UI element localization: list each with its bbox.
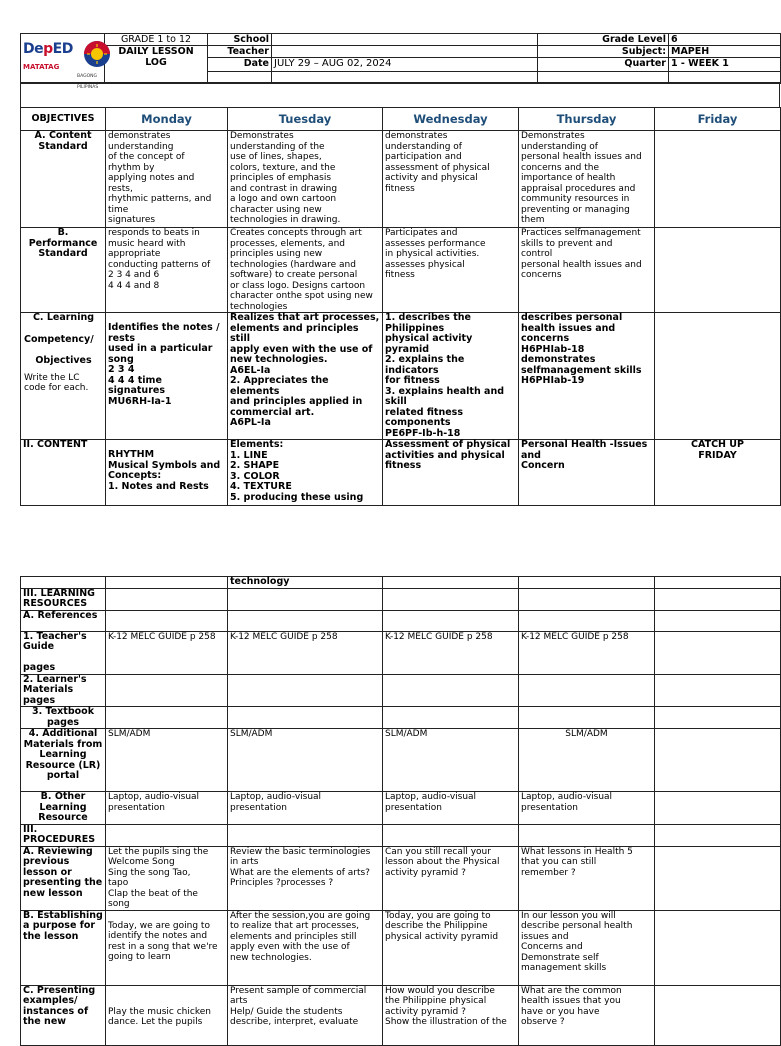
doc-title (105, 46, 208, 84)
subject-label: Subject: (538, 46, 669, 58)
empty-cell (383, 610, 519, 631)
cont-thu (519, 577, 655, 589)
reviewing-thu: What lessons in Health 5 that you can still remember ? (519, 846, 655, 910)
additional-materials-label: 4. Additional Materials from Learning Resource (LR) portal (21, 729, 106, 792)
empty-cell (519, 588, 655, 610)
empty-cell (228, 588, 383, 610)
empty-cell (655, 588, 781, 610)
bagong-pilipinas-seal-icon (79, 39, 115, 71)
learners-materials-label: 2. Learner's Materials pages (21, 674, 106, 707)
school-label: School (208, 34, 272, 46)
empty-cell (228, 674, 383, 707)
content-standard-wed: demonstrates understanding of participation and assessment of physical activity and physical fitness (383, 131, 519, 228)
reviewing-tue: Review the basic terminologies in arts What are the elements of arts? Principles ?processes ? (228, 846, 383, 910)
purpose-mon (106, 910, 228, 985)
empty-cell (655, 792, 781, 825)
doc-title-line-1: DAILY LESSON (118, 46, 194, 57)
performance-standard-thu: Practices selfmanagement skills to prevent and control personal health issues and concerns (519, 228, 655, 313)
empty-cell (106, 707, 228, 729)
content-standard-label: A. Content Standard (21, 131, 106, 228)
other-wed: Laptop, audio-visual presentation (383, 792, 519, 825)
teachers-guide-tue: K-12 MELC GUIDE p 258 (228, 631, 383, 674)
cont-label (21, 577, 106, 589)
other-mon: Laptop, audio-visual presentation (106, 792, 228, 825)
teacher-value (272, 46, 538, 58)
grade-range: GRADE 1 to 12 (105, 34, 208, 46)
grade-level-value: 6 (669, 34, 781, 46)
lesson-table-page-2 (20, 576, 781, 1046)
teachers-guide-mon: K-12 MELC GUIDE p 258 (106, 631, 228, 674)
logo-cell (21, 34, 105, 90)
day-wednesday: Wednesday (383, 108, 519, 131)
empty-cell (655, 729, 781, 792)
lesson-table-page-1 (20, 107, 781, 506)
purpose-label: B. Establishing a purpose for the lesson (21, 910, 106, 985)
learning-resources-label: III. LEARNING RESOURCES (21, 588, 106, 610)
doc-title-line-2: LOG (145, 57, 167, 68)
empty-cell (519, 824, 655, 846)
school-value (272, 34, 538, 46)
additional-mon: SLM/ADM (106, 729, 228, 792)
performance-standard-label: B. Performance Standard (21, 228, 106, 313)
teachers-guide-wed: K-12 MELC GUIDE p 258 (383, 631, 519, 674)
empty-cell (228, 610, 383, 631)
day-thursday: Thursday (519, 108, 655, 131)
empty-cell (228, 824, 383, 846)
other-resource-label: B. Other Learning Resource (21, 792, 106, 825)
empty-cell (655, 631, 781, 674)
lc-mon-text: Identifies the notes / rests used in a particular song 2 3 4 4 4 4 time signatures MU6RH-Ia-1 (108, 322, 220, 407)
procedures-label: III. PROCEDURES (21, 824, 106, 846)
performance-standard-mon: responds to beats in music heard with appropriate conducting patterns of 2 3 4 and 6 4 4 4 and 8 (106, 228, 228, 313)
day-monday: Monday (106, 108, 228, 131)
examples-wed: How would you describe the Philippine physical activity pyramid ? Show the illustration of the (383, 985, 519, 1045)
additional-tue: SLM/ADM (228, 729, 383, 792)
other-tue: Laptop, audio-visual presentation (228, 792, 383, 825)
learning-competency-tue: Realizes that art processes, elements and principles still apply even with the use of new technologies. A6EL-Ia 2. Appreciates the elements and principles applied in commercial art. A6PL-Ia (228, 313, 383, 440)
examples-label: C. Presenting examples/ instances of the new (21, 985, 106, 1045)
empty-cell (106, 610, 228, 631)
content-standard-fri (655, 131, 781, 228)
date-value: JULY 29 – AUG 02, 2024 (272, 58, 538, 72)
cont-mon (106, 577, 228, 589)
purpose-wed: Today, you are going to describe the Philippine physical activity pyramid (383, 910, 519, 985)
day-friday: Friday (655, 108, 781, 131)
content-fri: CATCH UP FRIDAY (655, 440, 781, 506)
additional-wed: SLM/ADM (383, 729, 519, 792)
purpose-tue: After the session,you are going to realize that art processes, elements and principles still apply even with the use of new technologies. (228, 910, 383, 985)
seal-caption: BAGONG PILIPINAS (77, 74, 99, 90)
additional-thu: SLM/ADM (519, 729, 655, 792)
examples-mon-text: Play the music chicken dance. Let the pupils (108, 1006, 211, 1027)
performance-standard-wed: Participates and assesses performance in physical activities. assesses physical fitness (383, 228, 519, 313)
quarter-value: 1 - WEEK 1 (669, 58, 781, 72)
lc-note: Write the LC code for each. (24, 372, 89, 393)
empty-cell (228, 707, 383, 729)
day-tuesday: Tuesday (228, 108, 383, 131)
empty-cell (383, 588, 519, 610)
empty-cell (655, 846, 781, 910)
empty-cell (655, 674, 781, 707)
reviewing-mon: Let the pupils sing the Welcome Song Sing the song Tao, tapo Clap the beat of the song (106, 846, 228, 910)
examples-tue: Present sample of commercial arts Help/ Guide the students describe, interpret, evaluate (228, 985, 383, 1045)
empty-cell (655, 824, 781, 846)
content-label: II. CONTENT (21, 440, 106, 506)
empty-cell (106, 824, 228, 846)
empty-cell (383, 674, 519, 707)
grade-level-label: Grade Level (538, 34, 669, 46)
lc-label-3: Objectives (35, 355, 92, 366)
empty-cell (655, 707, 781, 729)
empty-cell (519, 610, 655, 631)
content-mon-text: RHYTHM Musical Symbols and Concepts: 1. Notes and Rests (108, 449, 221, 492)
textbook-label: 3. Textbook pages (21, 707, 106, 729)
empty-cell (519, 707, 655, 729)
matatag-logo: MATATAG (23, 63, 60, 71)
objectives-header: OBJECTIVES (21, 108, 106, 131)
date-label: Date (208, 58, 272, 72)
empty-cell (519, 674, 655, 707)
content-thu: Personal Health -Issues and Concern (519, 440, 655, 506)
header-table (20, 33, 781, 90)
examples-mon (106, 985, 228, 1045)
empty-cell (106, 674, 228, 707)
lc-label-2: Competency/ (24, 333, 94, 345)
quarter-label: Quarter (538, 58, 669, 72)
content-tue: Elements: 1. LINE 2. SHAPE 3. COLOR 4. TEXTURE 5. producing these using (228, 440, 383, 506)
learning-competency-wed: 1. describes the Philippines physical activity pyramid 2. explains the indicators for fitness 3. explains health and skill related fitness components PE6PF-Ib-h-18 (383, 313, 519, 440)
empty-cell (383, 707, 519, 729)
learning-competency-thu: describes personal health issues and concerns H6PHIab-18 demonstrates selfmanagement skills H6PHIab-19 (519, 313, 655, 440)
other-thu: Laptop, audio-visual presentation (519, 792, 655, 825)
deped-logo: DepED (23, 41, 73, 57)
references-label: A. References (21, 610, 106, 631)
examples-thu: What are the common health issues that you have or you have observe ? (519, 985, 655, 1045)
performance-standard-tue: Creates concepts through art processes, elements, and principles using new technologies (hardware and software) to create personal or class logo. Designs cartoon character onthe spot using new technologies (228, 228, 383, 313)
learning-competency-fri (655, 313, 781, 440)
purpose-mon-text: Today, we are going to identify the notes and rest in a song that we're going to learn (108, 920, 218, 962)
teachers-guide-thu: K-12 MELC GUIDE p 258 (519, 631, 655, 674)
content-wed: Assessment of physical activities and physical fitness (383, 440, 519, 506)
lc-label-1: C. Learning (32, 312, 95, 323)
reviewing-label: A. Reviewing previous lesson or presenting the new lesson (21, 846, 106, 910)
empty-cell (655, 985, 781, 1045)
cont-tue: technology (228, 577, 383, 589)
learning-competency-label (21, 313, 106, 440)
teachers-guide-label: 1. Teacher's Guide pages (21, 631, 106, 674)
empty-cell (655, 910, 781, 985)
content-standard-tue: Demonstrates understanding of the use of lines, shapes, colors, texture, and the principles of emphasis and contrast in drawing a logo and own cartoon character using new technologies in drawing. (228, 131, 383, 228)
cont-wed (383, 577, 519, 589)
subject-value: MAPEH (669, 46, 781, 58)
performance-standard-fri (655, 228, 781, 313)
cont-fri (655, 577, 781, 589)
teacher-label: Teacher (208, 46, 272, 58)
content-standard-mon: demonstrates understanding of the concept of rhythm by applying notes and rests, rhythmic patterns, and time signatures (106, 131, 228, 228)
content-standard-thu: Demonstrates understanding of personal health issues and concerns and the importance of health appraisal procedures and community resources in preventing or managing them (519, 131, 655, 228)
reviewing-wed: Can you still recall your lesson about the Physical activity pyramid ? (383, 846, 519, 910)
content-mon (106, 440, 228, 506)
empty-cell (655, 610, 781, 631)
empty-cell (383, 824, 519, 846)
empty-cell (106, 588, 228, 610)
blank-row (20, 82, 780, 108)
purpose-thu: In our lesson you will describe personal health issues and Concerns and Demonstrate self management skills (519, 910, 655, 985)
learning-competency-mon (106, 313, 228, 440)
